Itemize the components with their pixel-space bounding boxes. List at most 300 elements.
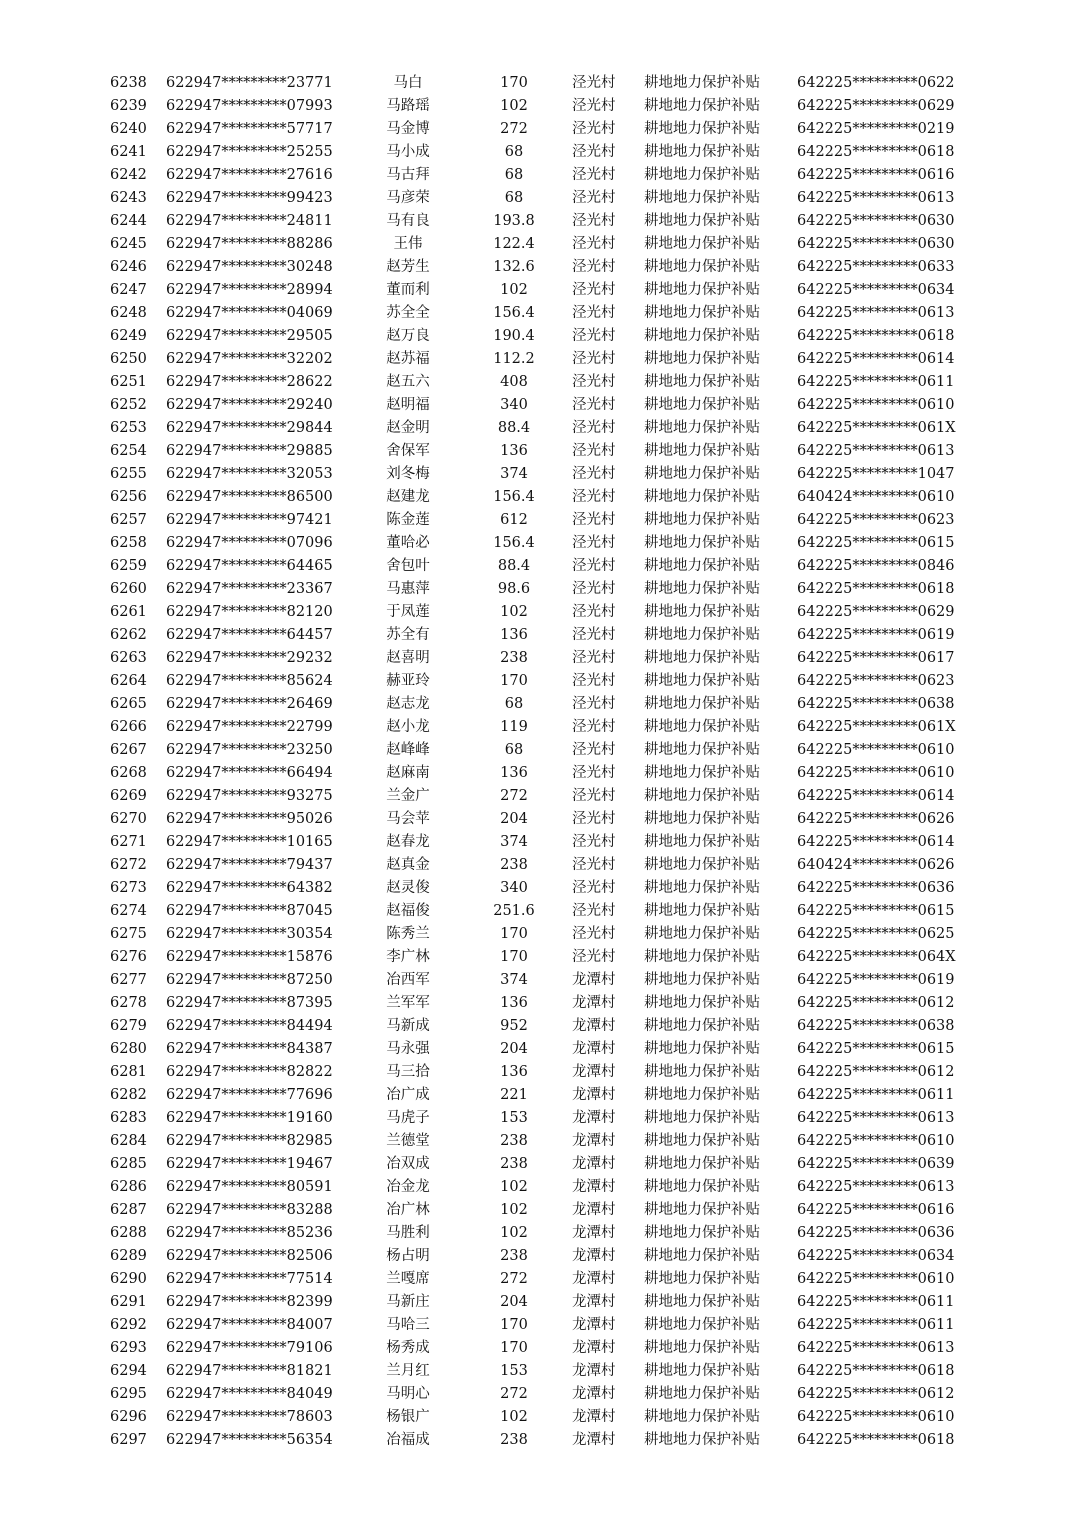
subsidy-type: 耕地地力保护补贴 [644, 1110, 760, 1126]
subsidy-amount: 88.4 [497, 420, 531, 436]
row-number: 6269 [110, 788, 147, 804]
table-row [0, 1383, 1074, 1406]
row-number: 6271 [110, 834, 147, 850]
row-number: 6246 [110, 259, 147, 275]
id-number: 642225*********0610 [797, 397, 955, 413]
table-row [0, 1107, 1074, 1130]
village-name: 泾光村 [572, 259, 616, 275]
subsidy-type: 耕地地力保护补贴 [644, 1294, 760, 1310]
row-number: 6296 [110, 1409, 147, 1425]
bank-card-number: 622947*********87045 [166, 903, 333, 919]
person-name: 赵峰峰 [386, 742, 430, 758]
row-number: 6294 [110, 1363, 147, 1379]
subsidy-type: 耕地地力保护补贴 [644, 1340, 760, 1356]
village-name: 泾光村 [572, 282, 616, 298]
subsidy-type: 耕地地力保护补贴 [644, 236, 760, 252]
subsidy-amount: 170 [500, 673, 528, 689]
table-row [0, 95, 1074, 118]
subsidy-type: 耕地地力保护补贴 [644, 190, 760, 206]
subsidy-amount: 102 [500, 282, 528, 298]
person-name: 冶广成 [386, 1087, 430, 1103]
person-name: 赵万良 [386, 328, 430, 344]
row-number: 6247 [110, 282, 147, 298]
subsidy-amount: 68 [504, 144, 524, 160]
bank-card-number: 622947*********81821 [166, 1363, 333, 1379]
subsidy-type: 耕地地力保护补贴 [644, 972, 760, 988]
person-name: 马小成 [386, 144, 430, 160]
bank-card-number: 622947*********79106 [166, 1340, 333, 1356]
village-name: 泾光村 [572, 305, 616, 321]
bank-card-number: 622947*********64382 [166, 880, 333, 896]
subsidy-type: 耕地地力保护补贴 [644, 1133, 760, 1149]
bank-card-number: 622947*********82985 [166, 1133, 333, 1149]
id-number: 642225*********0618 [797, 144, 955, 160]
bank-card-number: 622947*********82506 [166, 1248, 333, 1264]
table-row [0, 1245, 1074, 1268]
table-row [0, 509, 1074, 532]
subsidy-amount: 153 [500, 1110, 528, 1126]
bank-card-number: 622947*********19160 [166, 1110, 333, 1126]
subsidy-amount: 272 [500, 121, 528, 137]
table-row [0, 532, 1074, 555]
person-name: 赵芳生 [386, 259, 430, 275]
subsidy-amount: 136 [500, 627, 528, 643]
row-number: 6279 [110, 1018, 147, 1034]
id-number: 642225*********0638 [797, 1018, 955, 1034]
id-number: 640424*********0610 [797, 489, 955, 505]
table-row [0, 279, 1074, 302]
row-number: 6263 [110, 650, 147, 666]
table-row [0, 1199, 1074, 1222]
table-row [0, 969, 1074, 992]
table-row [0, 1291, 1074, 1314]
subsidy-type: 耕地地力保护补贴 [644, 1156, 760, 1172]
table-row [0, 670, 1074, 693]
village-name: 泾光村 [572, 236, 616, 252]
row-number: 6243 [110, 190, 147, 206]
id-number: 642225*********061X [797, 719, 956, 735]
bank-card-number: 622947*********26469 [166, 696, 333, 712]
subsidy-type: 耕地地力保护补贴 [644, 558, 760, 574]
subsidy-amount: 340 [500, 397, 528, 413]
person-name: 李广林 [386, 949, 430, 965]
village-name: 泾光村 [572, 834, 616, 850]
id-number: 642225*********0618 [797, 1363, 955, 1379]
bank-card-number: 622947*********29240 [166, 397, 333, 413]
person-name: 赵福俊 [386, 903, 430, 919]
person-name: 兰金广 [386, 788, 430, 804]
person-name: 马惠萍 [386, 581, 430, 597]
subsidy-amount: 122.4 [493, 236, 535, 252]
subsidy-type: 耕地地力保护补贴 [644, 351, 760, 367]
id-number: 642225*********0613 [797, 1179, 955, 1195]
subsidy-type: 耕地地力保护补贴 [644, 121, 760, 137]
row-number: 6252 [110, 397, 147, 413]
village-name: 龙潭村 [572, 1110, 616, 1126]
subsidy-type: 耕地地力保护补贴 [644, 880, 760, 896]
subsidy-amount: 272 [500, 1271, 528, 1287]
table-row [0, 1429, 1074, 1452]
row-number: 6297 [110, 1432, 147, 1448]
table-row [0, 946, 1074, 969]
table-row [0, 233, 1074, 256]
table-row [0, 348, 1074, 371]
subsidy-type: 耕地地力保护补贴 [644, 811, 760, 827]
row-number: 6285 [110, 1156, 147, 1172]
bank-card-number: 622947*********07096 [166, 535, 333, 551]
id-number: 642225*********0610 [797, 1409, 955, 1425]
village-name: 龙潭村 [572, 1225, 616, 1241]
table-row [0, 555, 1074, 578]
row-number: 6253 [110, 420, 147, 436]
subsidy-type: 耕地地力保护补贴 [644, 926, 760, 942]
subsidy-amount: 238 [500, 857, 528, 873]
id-number: 642225*********0615 [797, 903, 955, 919]
village-name: 龙潭村 [572, 1294, 616, 1310]
subsidy-amount: 136 [500, 995, 528, 1011]
row-number: 6287 [110, 1202, 147, 1218]
subsidy-type: 耕地地力保护补贴 [644, 1363, 760, 1379]
bank-card-number: 622947*********29232 [166, 650, 333, 666]
table-row [0, 1061, 1074, 1084]
bank-card-number: 622947*********83288 [166, 1202, 333, 1218]
table-row [0, 831, 1074, 854]
village-name: 泾光村 [572, 857, 616, 873]
subsidy-type: 耕地地力保护补贴 [644, 1317, 760, 1333]
bank-card-number: 622947*********23771 [166, 75, 333, 91]
subsidy-type: 耕地地力保护补贴 [644, 1202, 760, 1218]
table-row [0, 762, 1074, 785]
bank-card-number: 622947*********30354 [166, 926, 333, 942]
person-name: 陈秀兰 [386, 926, 430, 942]
table-row [0, 739, 1074, 762]
subsidy-type: 耕地地力保护补贴 [644, 1409, 760, 1425]
bank-card-number: 622947*********29885 [166, 443, 333, 459]
bank-card-number: 622947*********86500 [166, 489, 333, 505]
row-number: 6286 [110, 1179, 147, 1195]
bank-card-number: 622947*********29505 [166, 328, 333, 344]
subsidy-type: 耕地地力保护补贴 [644, 305, 760, 321]
table-row [0, 647, 1074, 670]
subsidy-amount: 340 [500, 880, 528, 896]
person-name: 马有良 [386, 213, 430, 229]
row-number: 6284 [110, 1133, 147, 1149]
bank-card-number: 622947*********84494 [166, 1018, 333, 1034]
subsidy-type: 耕地地力保护补贴 [644, 1386, 760, 1402]
subsidy-amount: 272 [500, 788, 528, 804]
table-row [0, 578, 1074, 601]
id-number: 642225*********0618 [797, 328, 955, 344]
row-number: 6290 [110, 1271, 147, 1287]
row-number: 6267 [110, 742, 147, 758]
village-name: 泾光村 [572, 903, 616, 919]
village-name: 泾光村 [572, 466, 616, 482]
person-name: 马白 [393, 75, 423, 91]
table-row [0, 992, 1074, 1015]
id-number: 642225*********0219 [797, 121, 955, 137]
row-number: 6257 [110, 512, 147, 528]
person-name: 董哈必 [386, 535, 430, 551]
subsidy-type: 耕地地力保护补贴 [644, 696, 760, 712]
table-row [0, 877, 1074, 900]
row-number: 6245 [110, 236, 147, 252]
table-row [0, 210, 1074, 233]
village-name: 泾光村 [572, 190, 616, 206]
village-name: 泾光村 [572, 673, 616, 689]
id-number: 642225*********0615 [797, 535, 955, 551]
id-number: 642225*********0611 [797, 1294, 955, 1310]
subsidy-amount: 238 [500, 1432, 528, 1448]
id-number: 642225*********0611 [797, 1317, 955, 1333]
village-name: 龙潭村 [572, 1087, 616, 1103]
village-name: 泾光村 [572, 213, 616, 229]
id-number: 642225*********0618 [797, 581, 955, 597]
row-number: 6266 [110, 719, 147, 735]
subsidy-amount: 68 [504, 696, 524, 712]
subsidy-type: 耕地地力保护补贴 [644, 995, 760, 1011]
subsidy-type: 耕地地力保护补贴 [644, 420, 760, 436]
table-row [0, 325, 1074, 348]
table-row [0, 371, 1074, 394]
bank-card-number: 622947*********82120 [166, 604, 333, 620]
village-name: 泾光村 [572, 558, 616, 574]
village-name: 泾光村 [572, 949, 616, 965]
id-number: 642225*********061X [797, 420, 956, 436]
table-row [0, 463, 1074, 486]
subsidy-type: 耕地地力保护补贴 [644, 604, 760, 620]
subsidy-amount: 238 [500, 650, 528, 666]
village-name: 龙潭村 [572, 1202, 616, 1218]
table-row [0, 302, 1074, 325]
person-name: 赵五六 [386, 374, 430, 390]
bank-card-number: 622947*********79437 [166, 857, 333, 873]
bank-card-number: 622947*********99423 [166, 190, 333, 206]
subsidy-type: 耕地地力保护补贴 [644, 742, 760, 758]
table-row [0, 923, 1074, 946]
village-name: 泾光村 [572, 742, 616, 758]
bank-card-number: 622947*********87250 [166, 972, 333, 988]
person-name: 赵灵俊 [386, 880, 430, 896]
row-number: 6249 [110, 328, 147, 344]
village-name: 龙潭村 [572, 1340, 616, 1356]
row-number: 6288 [110, 1225, 147, 1241]
row-number: 6277 [110, 972, 147, 988]
row-number: 6238 [110, 75, 147, 91]
subsidy-type: 耕地地力保护补贴 [644, 397, 760, 413]
bank-card-number: 622947*********87395 [166, 995, 333, 1011]
subsidy-type: 耕地地力保护补贴 [644, 650, 760, 666]
subsidy-amount: 102 [500, 1409, 528, 1425]
village-name: 泾光村 [572, 167, 616, 183]
table-row [0, 1038, 1074, 1061]
subsidy-type: 耕地地力保护补贴 [644, 282, 760, 298]
subsidy-amount: 374 [500, 466, 528, 482]
id-number: 642225*********0613 [797, 190, 955, 206]
subsidy-amount: 374 [500, 834, 528, 850]
person-name: 赵明福 [386, 397, 430, 413]
bank-card-number: 622947*********77696 [166, 1087, 333, 1103]
id-number: 642225*********0615 [797, 1041, 955, 1057]
bank-card-number: 622947*********29844 [166, 420, 333, 436]
bank-card-number: 622947*********28994 [166, 282, 333, 298]
subsidy-type: 耕地地力保护补贴 [644, 834, 760, 850]
subsidy-amount: 204 [500, 1294, 528, 1310]
subsidy-amount: 170 [500, 1317, 528, 1333]
subsidy-amount: 102 [500, 604, 528, 620]
person-name: 刘冬梅 [386, 466, 430, 482]
subsidy-type: 耕地地力保护补贴 [644, 765, 760, 781]
subsidy-amount: 156.4 [493, 305, 535, 321]
subsidy-type: 耕地地力保护补贴 [644, 1271, 760, 1287]
person-name: 苏全全 [386, 305, 430, 321]
table-row [0, 164, 1074, 187]
bank-card-number: 622947*********78603 [166, 1409, 333, 1425]
id-number: 642225*********0616 [797, 1202, 955, 1218]
bank-card-number: 622947*********04069 [166, 305, 333, 321]
subsidy-type: 耕地地力保护补贴 [644, 1018, 760, 1034]
subsidy-amount: 136 [500, 443, 528, 459]
table-row [0, 624, 1074, 647]
bank-card-number: 622947*********23250 [166, 742, 333, 758]
subsidy-type: 耕地地力保护补贴 [644, 903, 760, 919]
subsidy-amount: 238 [500, 1156, 528, 1172]
id-number: 642225*********0630 [797, 213, 955, 229]
subsidy-amount: 190.4 [493, 328, 535, 344]
bank-card-number: 622947*********66494 [166, 765, 333, 781]
village-name: 龙潭村 [572, 1386, 616, 1402]
subsidy-type: 耕地地力保护补贴 [644, 1064, 760, 1080]
id-number: 642225*********0613 [797, 1110, 955, 1126]
id-number: 642225*********0613 [797, 1340, 955, 1356]
subsidy-amount: 204 [500, 1041, 528, 1057]
person-name: 冶双成 [386, 1156, 430, 1172]
subsidy-amount: 193.8 [493, 213, 535, 229]
person-name: 马路瑶 [386, 98, 430, 114]
person-name: 兰军军 [386, 995, 430, 1011]
row-number: 6250 [110, 351, 147, 367]
id-number: 642225*********0626 [797, 811, 955, 827]
id-number: 642225*********0611 [797, 1087, 955, 1103]
bank-card-number: 622947*********10165 [166, 834, 333, 850]
person-name: 冶广林 [386, 1202, 430, 1218]
person-name: 马永强 [386, 1041, 430, 1057]
bank-card-number: 622947*********82822 [166, 1064, 333, 1080]
id-number: 642225*********0633 [797, 259, 955, 275]
row-number: 6278 [110, 995, 147, 1011]
row-number: 6265 [110, 696, 147, 712]
subsidy-amount: 119 [500, 719, 528, 735]
bank-card-number: 622947*********64465 [166, 558, 333, 574]
table-row [0, 1153, 1074, 1176]
row-number: 6251 [110, 374, 147, 390]
table-row [0, 256, 1074, 279]
table-row [0, 1084, 1074, 1107]
subsidy-amount: 102 [500, 98, 528, 114]
bank-card-number: 622947*********32053 [166, 466, 333, 482]
person-name: 董而利 [386, 282, 430, 298]
bank-card-number: 622947*********77514 [166, 1271, 333, 1287]
person-name: 马彦荣 [386, 190, 430, 206]
person-name: 赵建龙 [386, 489, 430, 505]
subsidy-amount: 156.4 [493, 535, 535, 551]
bank-card-number: 622947*********64457 [166, 627, 333, 643]
row-number: 6291 [110, 1294, 147, 1310]
id-number: 642225*********1047 [797, 466, 955, 482]
subsidy-amount: 136 [500, 765, 528, 781]
subsidy-amount: 952 [500, 1018, 528, 1034]
person-name: 兰德堂 [386, 1133, 430, 1149]
table-row [0, 693, 1074, 716]
bank-card-number: 622947*********27616 [166, 167, 333, 183]
person-name: 杨银广 [386, 1409, 430, 1425]
row-number: 6273 [110, 880, 147, 896]
village-name: 泾光村 [572, 512, 616, 528]
row-number: 6261 [110, 604, 147, 620]
village-name: 泾光村 [572, 443, 616, 459]
table-row [0, 854, 1074, 877]
row-number: 6270 [110, 811, 147, 827]
subsidy-type: 耕地地力保护补贴 [644, 328, 760, 344]
village-name: 龙潭村 [572, 1363, 616, 1379]
village-name: 龙潭村 [572, 1248, 616, 1264]
village-name: 泾光村 [572, 397, 616, 413]
row-number: 6248 [110, 305, 147, 321]
id-number: 642225*********0614 [797, 351, 955, 367]
subsidy-amount: 612 [500, 512, 528, 528]
row-number: 6280 [110, 1041, 147, 1057]
id-number: 642225*********0610 [797, 1271, 955, 1287]
person-name: 马胜利 [386, 1225, 430, 1241]
subsidy-type: 耕地地力保护补贴 [644, 374, 760, 390]
table-row [0, 486, 1074, 509]
village-name: 龙潭村 [572, 995, 616, 1011]
bank-card-number: 622947*********24811 [166, 213, 333, 229]
row-number: 6256 [110, 489, 147, 505]
village-name: 泾光村 [572, 420, 616, 436]
subsidy-type: 耕地地力保护补贴 [644, 259, 760, 275]
table-row [0, 141, 1074, 164]
id-number: 642225*********0617 [797, 650, 955, 666]
subsidy-amount: 156.4 [493, 489, 535, 505]
subsidy-amount: 408 [500, 374, 528, 390]
subsidy-amount: 88.4 [497, 558, 531, 574]
id-number: 642225*********0629 [797, 98, 955, 114]
id-number: 642225*********0610 [797, 1133, 955, 1149]
subsidy-type: 耕地地力保护补贴 [644, 627, 760, 643]
bank-card-number: 622947*********97421 [166, 512, 333, 528]
village-name: 泾光村 [572, 144, 616, 160]
subsidy-amount: 132.6 [493, 259, 535, 275]
row-number: 6268 [110, 765, 147, 781]
subsidy-type: 耕地地力保护补贴 [644, 857, 760, 873]
subsidy-type: 耕地地力保护补贴 [644, 719, 760, 735]
village-name: 泾光村 [572, 696, 616, 712]
village-name: 龙潭村 [572, 1179, 616, 1195]
village-name: 泾光村 [572, 351, 616, 367]
row-number: 6260 [110, 581, 147, 597]
subsidy-type: 耕地地力保护补贴 [644, 75, 760, 91]
village-name: 泾光村 [572, 788, 616, 804]
subsidy-type: 耕地地力保护补贴 [644, 581, 760, 597]
table-row [0, 417, 1074, 440]
village-name: 泾光村 [572, 880, 616, 896]
subsidy-amount: 221 [500, 1087, 528, 1103]
person-name: 于凤莲 [386, 604, 430, 620]
subsidy-type: 耕地地力保护补贴 [644, 1087, 760, 1103]
village-name: 泾光村 [572, 75, 616, 91]
person-name: 赵麻南 [386, 765, 430, 781]
subsidy-type: 耕地地力保护补贴 [644, 98, 760, 114]
